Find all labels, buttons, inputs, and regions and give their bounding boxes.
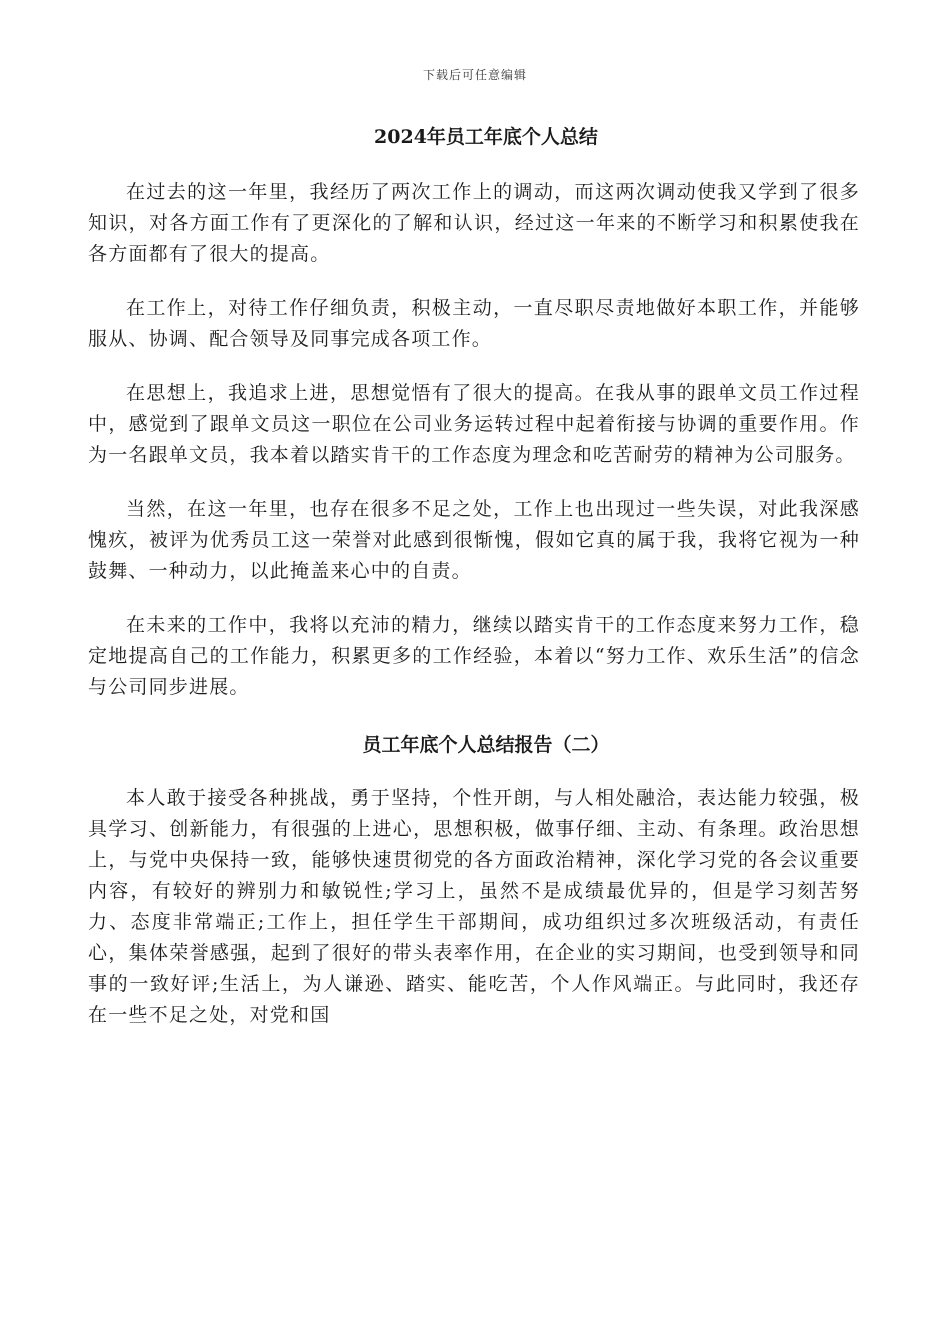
paragraph-4: 当然，在这一年里，也存在很多不足之处，工作上也出现过一些失误，对此我深感愧疚，被评为优秀员工这一荣誉对此感到很惭愧，假如它真的属于我，我将它视为一种鼓舞、一种动力，以此掩盖来心中的自责。	[88, 498, 860, 582]
paragraph-1: 在过去的这一年里，我经历了两次工作上的调动，而这两次调动使我又学到了很多知识，对各方面工作有了更深化的了解和认识，经过这一年来的不断学习和积累使我在各方面都有了很大的提高。	[88, 181, 860, 265]
document-body	[88, 118, 860, 1031]
paragraph-5: 在未来的工作中，我将以充沛的精力，继续以踏实肯干的工作态度来努力工作，稳定地提高自己的工作能力，积累更多的工作经验，本着以“努力工作、欢乐生活”的信念与公司同步进展。	[88, 614, 860, 698]
paragraph-2: 在工作上，对待工作仔细负责，积极主动，一直尽职尽责地做好本职工作，并能够服从、协调、配合领导及同事完成各项工作。	[88, 297, 860, 350]
document-title: 2024年员工年底个人总结	[374, 126, 598, 148]
paragraph-3: 在思想上，我追求上进，思想觉悟有了很大的提高。在我从事的跟单文员工作过程中，感觉到了跟单文员这一职位在公司业务运转过程中起着衔接与协调的重要作用。作为一名跟单文员，我本着以踏实肯干的工作态度为理念和吃苦耐劳的精神为公司服务。	[88, 382, 860, 466]
section-2-title: 员工年底个人总结报告（二）	[362, 734, 610, 756]
header-note: 下载后可任意编辑	[422, 68, 527, 82]
section-2-paragraph-1: 本人敢于接受各种挑战，勇于坚持，个性开朗，与人相处融洽，表达能力较强，极具学习、创新能力，有很强的上进心，思想积极，做事仔细、主动、有条理。政治思想上，与党中央保持一致，能够快速贯彻党的各方面政治精神，深化学习党的各会议重要内容，有较好的辨别力和敏锐性;学习上，虽然不是成绩最优异的，但是学习刻苦努力、态度非常端正;工作上，担任学生干部期间，成功组织过多次班级活动，有责任心，集体荣誉感强，起到了很好的带头表率作用，在企业的实习期间，也受到领导和同事的一致好评;生活上，为人谦逊、踏实、能吃苦，个人作风端正。与此同时，我还存在一些不足之处，对党和国	[88, 787, 860, 1026]
